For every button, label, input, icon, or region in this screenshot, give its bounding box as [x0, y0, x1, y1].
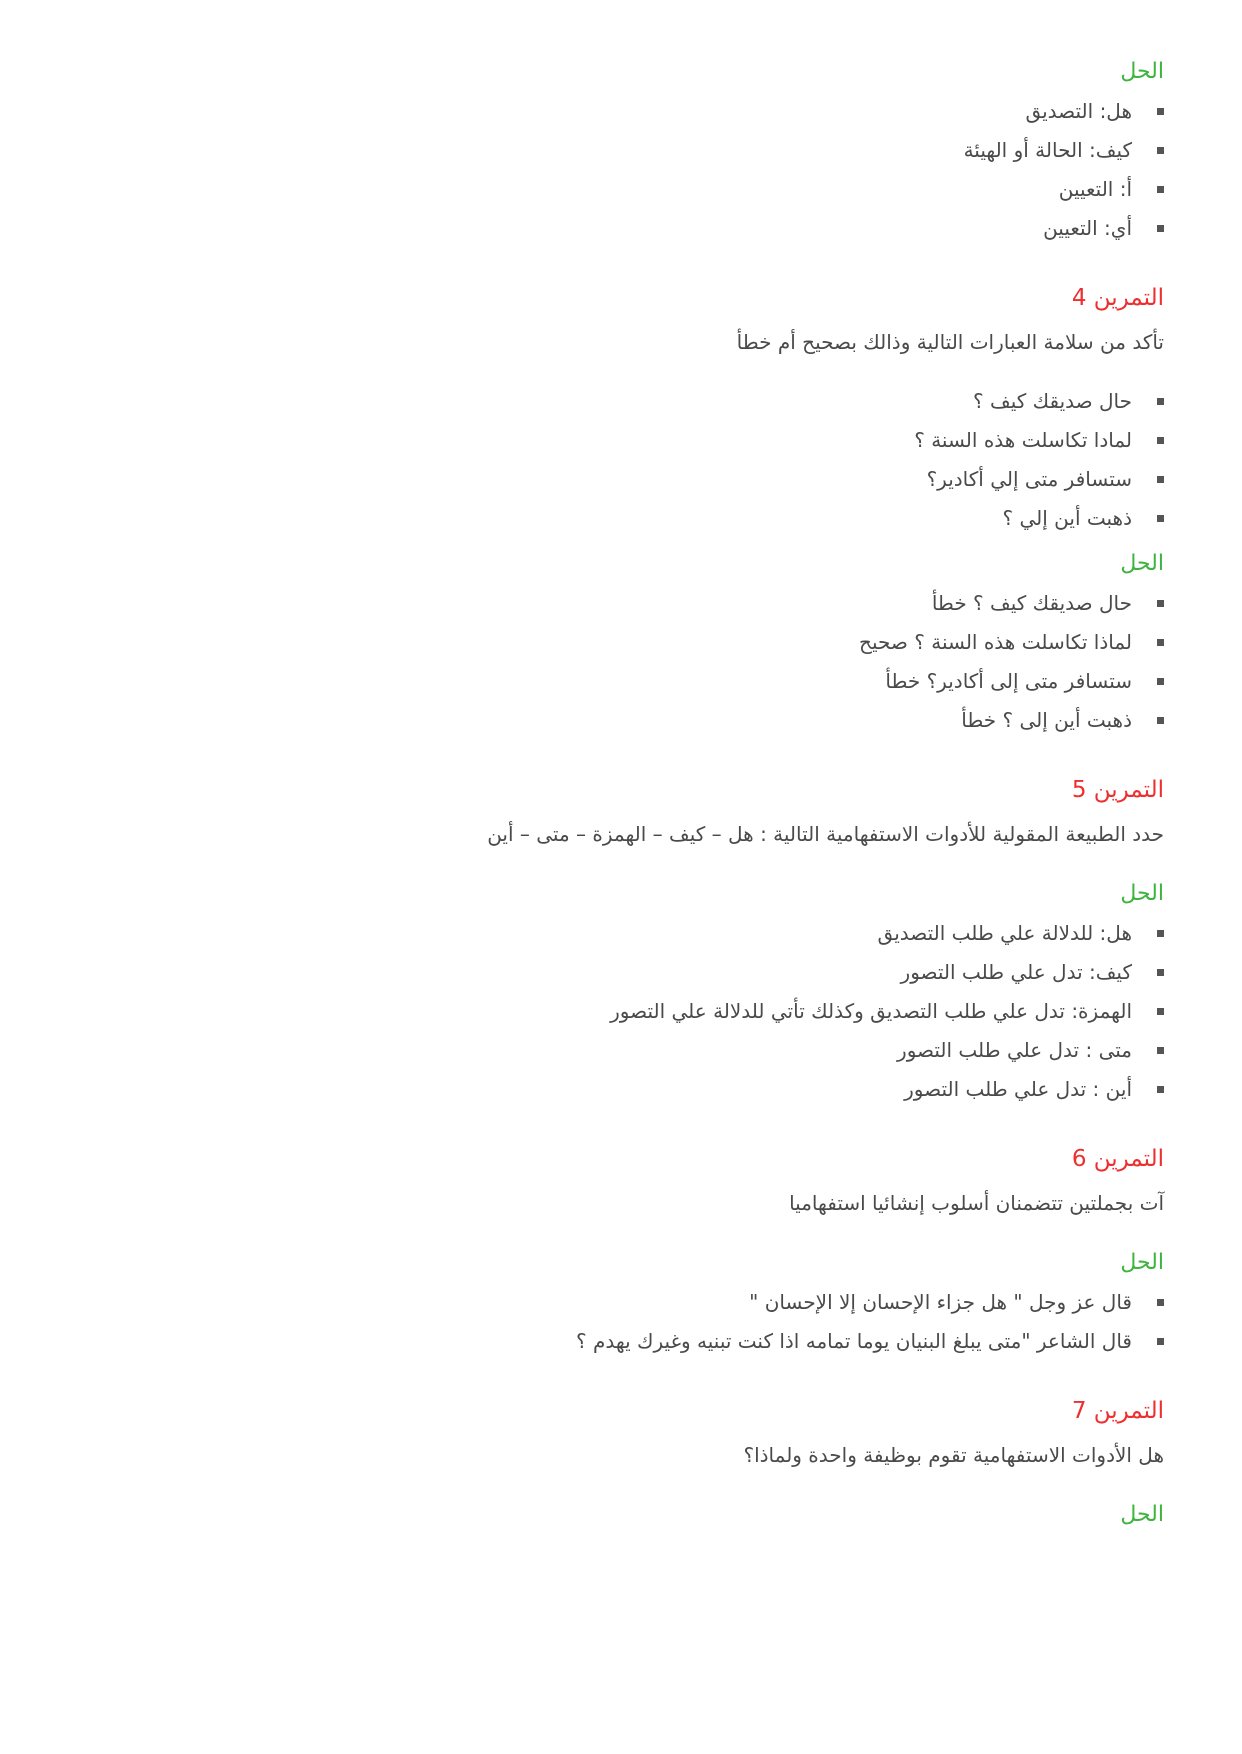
square-bullet-icon	[1157, 398, 1164, 405]
list-item: حال صديقك كيف ؟	[78, 382, 1132, 421]
solution-list	[78, 92, 1164, 248]
square-bullet-icon	[1157, 1338, 1164, 1345]
list-item: الهمزة: تدل علي طلب التصديق وكذلك تأتي للدلالة علي التصور	[78, 992, 1132, 1031]
list-item: أ: التعيين	[78, 170, 1132, 209]
square-bullet-icon	[1157, 476, 1164, 483]
list-item: ذهبت أين إلى ؟ خطأ	[78, 701, 1132, 740]
square-bullet-icon	[1157, 969, 1164, 976]
list-item: قال الشاعر "متى يبلغ البنيان يوما تمامه اذا كنت تبنيه وغيرك يهدم ؟	[78, 1322, 1132, 1361]
solution-label: الحل	[1120, 551, 1164, 576]
list-item: ستسافر متى إلى أكادير؟ خطأ	[78, 662, 1132, 701]
square-bullet-icon	[1157, 147, 1164, 154]
list-item: قال عز وجل " هل جزاء الإحسان إلا الإحسان "	[78, 1283, 1132, 1322]
list-item: حال صديقك كيف ؟ خطأ	[78, 584, 1132, 623]
exercise-5-title: التمرين 5	[1071, 777, 1164, 803]
exercise-7-question: هل الأدوات الاستفهامية تقوم بوظيفة واحدة ولماذا؟	[743, 1443, 1164, 1467]
square-bullet-icon	[1157, 678, 1164, 685]
square-bullet-icon	[1157, 1008, 1164, 1015]
square-bullet-icon	[1157, 515, 1164, 522]
square-bullet-icon	[1157, 1086, 1164, 1093]
list-item: هل: التصديق	[78, 92, 1132, 131]
list-item: متى : تدل علي طلب التصور	[78, 1031, 1132, 1070]
list-item: كيف: تدل علي طلب التصور	[78, 953, 1132, 992]
list-item: أي: التعيين	[78, 209, 1132, 248]
square-bullet-icon	[1157, 930, 1164, 937]
list-item: لماذا تكاسلت هذه السنة ؟ صحيح	[78, 623, 1132, 662]
square-bullet-icon	[1157, 639, 1164, 646]
solution-label: الحل	[1120, 1502, 1164, 1527]
exercise-6-title: التمرين 6	[1071, 1146, 1164, 1172]
exercise-4-question: تأكد من سلامة العبارات التالية وذالك بصحيح أم خطأ	[736, 330, 1164, 354]
exercise-5-question: حدد الطبيعة المقولية للأدوات الاستفهامية التالية : هل – كيف – الهمزة – متى – أين	[487, 822, 1164, 846]
list-item: ذهبت أين إلي ؟	[78, 499, 1132, 538]
solution-label: الحل	[1120, 59, 1164, 84]
exercise-7-title: التمرين 7	[1071, 1398, 1164, 1424]
square-bullet-icon	[1157, 186, 1164, 193]
square-bullet-icon	[1157, 108, 1164, 115]
solution-label: الحل	[1120, 1250, 1164, 1275]
solution-label: الحل	[1120, 881, 1164, 906]
exercise-4-title: التمرين 4	[1071, 285, 1164, 311]
square-bullet-icon	[1157, 225, 1164, 232]
square-bullet-icon	[1157, 717, 1164, 724]
solution-list	[78, 584, 1164, 740]
square-bullet-icon	[1157, 437, 1164, 444]
list-item: هل: للدلالة علي طلب التصديق	[78, 914, 1132, 953]
square-bullet-icon	[1157, 1047, 1164, 1054]
square-bullet-icon	[1157, 600, 1164, 607]
exercise-4-statements	[78, 382, 1164, 538]
list-item: ستسافر متى إلي أكادير؟	[78, 460, 1132, 499]
solution-list	[78, 914, 1164, 1109]
list-item: لمادا تكاسلت هذه السنة ؟	[78, 421, 1132, 460]
exercise-6-question: آت بجملتين تتضمنان أسلوب إنشائيا استفهاميا	[789, 1191, 1164, 1215]
list-item: أين : تدل علي طلب التصور	[78, 1070, 1132, 1109]
square-bullet-icon	[1157, 1299, 1164, 1306]
list-item: كيف: الحالة أو الهيئة	[78, 131, 1132, 170]
solution-list	[78, 1283, 1164, 1361]
